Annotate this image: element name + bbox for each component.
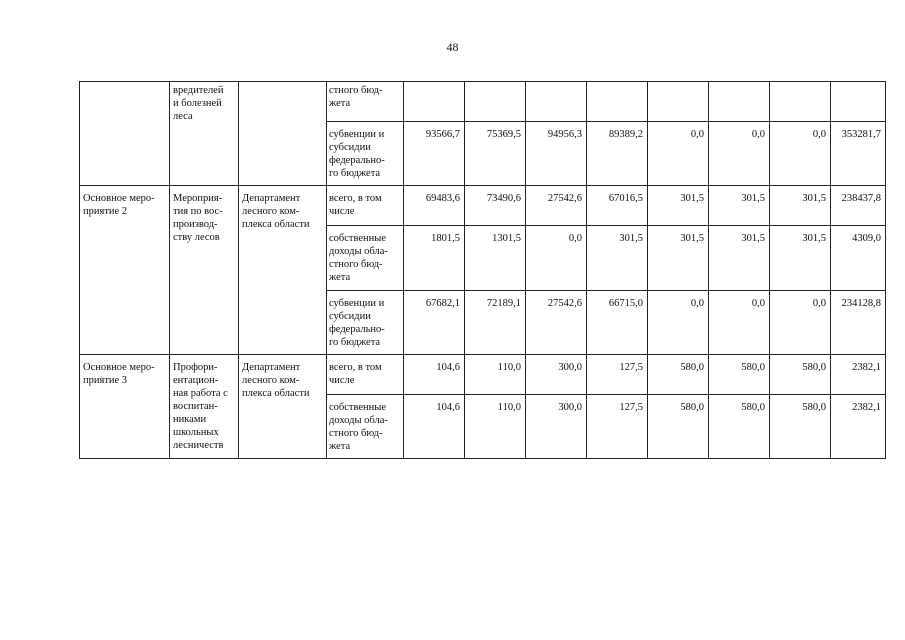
value-cell: 301,5 [648, 186, 709, 226]
value-cell: 0,0 [770, 291, 831, 355]
measure-name-cell: Мероприя- тия по вос- производ- ству лесов [170, 186, 239, 355]
page-number: 48 [446, 40, 459, 54]
value-cell [648, 82, 709, 122]
executor-cell: Департамент лесного ком- плекса области [239, 186, 327, 355]
value-cell: 110,0 [465, 355, 526, 395]
value-cell: 127,5 [587, 395, 648, 459]
value-cell: 580,0 [648, 355, 709, 395]
value-cell: 301,5 [709, 186, 770, 226]
value-cell: 110,0 [465, 395, 526, 459]
value-cell: 89389,2 [587, 122, 648, 186]
value-cell: 94956,3 [526, 122, 587, 186]
value-cell [404, 82, 465, 122]
source-label-cell: всего, в том числе [327, 186, 404, 226]
value-cell: 2382,1 [831, 355, 886, 395]
measure-cell [80, 82, 170, 186]
value-cell: 301,5 [587, 226, 648, 291]
value-cell: 234128,8 [831, 291, 886, 355]
source-label-cell: собственные доходы обла- стного бюд- жета [327, 226, 404, 291]
budget-table [79, 81, 886, 459]
value-cell: 353281,7 [831, 122, 886, 186]
value-cell: 69483,6 [404, 186, 465, 226]
value-cell: 0,0 [770, 122, 831, 186]
value-cell: 1801,5 [404, 226, 465, 291]
executor-cell [239, 82, 327, 186]
value-cell: 580,0 [709, 395, 770, 459]
value-cell: 0,0 [648, 122, 709, 186]
source-label-cell: субвенции и субсидии федерально- го бюджета [327, 291, 404, 355]
value-cell: 104,6 [404, 355, 465, 395]
value-cell: 67016,5 [587, 186, 648, 226]
value-cell: 104,6 [404, 395, 465, 459]
value-cell [831, 82, 886, 122]
value-cell: 75369,5 [465, 122, 526, 186]
value-cell: 301,5 [770, 226, 831, 291]
source-label-cell: всего, в том числе [327, 355, 404, 395]
value-cell: 300,0 [526, 395, 587, 459]
value-cell: 1301,5 [465, 226, 526, 291]
value-cell: 4309,0 [831, 226, 886, 291]
value-cell: 72189,1 [465, 291, 526, 355]
value-cell: 66715,0 [587, 291, 648, 355]
source-label-cell: собственные доходы обла- стного бюд- жета [327, 395, 404, 459]
value-cell: 2382,1 [831, 395, 886, 459]
value-cell: 238437,8 [831, 186, 886, 226]
value-cell: 127,5 [587, 355, 648, 395]
measure-cell: Основное меро- приятие 3 [80, 355, 170, 459]
value-cell: 27542,6 [526, 291, 587, 355]
value-cell: 301,5 [770, 186, 831, 226]
value-cell: 301,5 [648, 226, 709, 291]
value-cell [770, 82, 831, 122]
value-cell: 580,0 [770, 395, 831, 459]
measure-name-cell: Профори- ентацион- ная работа с воспитан- никами школьных лесничеств [170, 355, 239, 459]
value-cell [465, 82, 526, 122]
table-row [80, 186, 886, 226]
value-cell: 27542,6 [526, 186, 587, 226]
measure-name-cell: вредителей и болезней леса [170, 82, 239, 186]
value-cell: 0,0 [709, 122, 770, 186]
value-cell: 73490,6 [465, 186, 526, 226]
value-cell: 301,5 [709, 226, 770, 291]
value-cell: 67682,1 [404, 291, 465, 355]
value-cell: 93566,7 [404, 122, 465, 186]
table-row [80, 355, 886, 395]
value-cell: 0,0 [709, 291, 770, 355]
value-cell [709, 82, 770, 122]
table-row [80, 82, 886, 122]
value-cell: 0,0 [648, 291, 709, 355]
value-cell: 580,0 [770, 355, 831, 395]
value-cell: 580,0 [709, 355, 770, 395]
value-cell [587, 82, 648, 122]
value-cell: 300,0 [526, 355, 587, 395]
value-cell: 0,0 [526, 226, 587, 291]
value-cell: 580,0 [648, 395, 709, 459]
executor-cell: Департамент лесного ком- плекса области [239, 355, 327, 459]
measure-cell: Основное меро- приятие 2 [80, 186, 170, 355]
source-label-cell: субвенции и субсидии федерально- го бюджета [327, 122, 404, 186]
source-label-cell: стного бюд- жета [327, 82, 404, 122]
value-cell [526, 82, 587, 122]
